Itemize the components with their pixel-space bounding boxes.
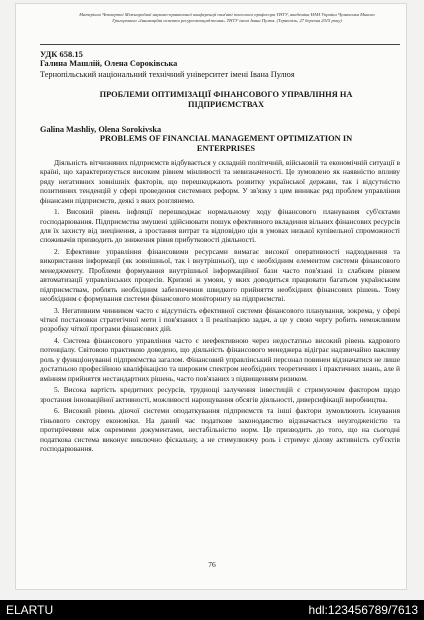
paragraph-3: 3. Негативним чинником часто є відсутність ефективної системи фінансового планування, зокрема, у сфері чіткої постановки стратегічної мети і пов'язаних з її реалізацією задач, а це у свою чергу робить неможливим розробку чіткої програми фінансових дій. (40, 305, 400, 334)
repository-footer-bar (0, 600, 424, 620)
university-affiliation: Тернопільський національний технічний університет імені Івана Пулюя (40, 70, 295, 79)
article-body (40, 158, 400, 456)
authors-english: Galina Mashliy, Olena Sorokivska (40, 125, 162, 134)
repository-name: ELARTU (6, 603, 54, 617)
paragraph-4: 4. Система фінансового управління часто є неефективною через недостатньо високий рівень кадрового потенціалу. Світовою практикою доведено, що діяльність фінансового менеджера відіграє надзвичайно важливу роль у функціонуванні підприємства загалом. Фінансовий управлінський персонал повинен відзначатися не лише достатньою професійною кваліфікацією та широким спектром необхідних теоретичних і практичних знань, але й вмінням прийняття нестандартних рішень, часто пов'язаних з підвищенням ризиком. (40, 336, 400, 383)
paragraph-6: 6. Високий рівень діючої системи оподаткування підприємств та інші фактори зумовлюють існування тіньового сектору економіки. На даний час податкове законодавство відзначається неузгодженістю та протиріччями між окремими документами, нестабільністю норм. Це призводить до того, що на сьогодні податкова система виконує виключно фіскальну, а не стимулюючу роль і стримує ділову активність суб'єктів господарювання. (40, 406, 400, 453)
paragraph-2: 2. Ефективне управління фінансовими ресурсами вимагає високої оперативності надходження та використання інформації (як зовнішньої, так і внутрішньої), що є необхідним елементом системи фінансового менеджменту. Проблеми формування внутрішньої інформаційної бази часто пов'язані із слабким рівнем автоматизації управлінських процесів. Кризові ж умови, у яких доводиться працювати багатьом українським підприємствам, роблять необхідним забезпечення швидкого прийняття необхідних фінансових рішень. Тому необхідним є формування системи фінансового моніторингу на підприємстві. (40, 247, 400, 304)
conference-header: Матеріали Четвертої Міжнародної науково-практичної конференції пам'яті почесного професора ТНТУ, академіка НАН України Чумаченка Миколи Григоровича «Інноваційні аспекти ресурсозаощадження» ТНТУ імені Івана Пулюя. (Тернопіль, 27 березня 2015 року) (79, 12, 375, 24)
handle-identifier: hdl:123456789/7613 (308, 603, 418, 617)
page-number: 76 (208, 560, 216, 569)
title-english: PROBLEMS OF FINANCIAL MANAGEMENT OPTIMIZATION IN ENTERPRISES (99, 134, 353, 153)
udc-code: УДК 658.15 (40, 49, 83, 59)
document-page (16, 4, 406, 589)
header-divider (40, 44, 400, 45)
paragraph-intro: Діяльність вітчизняних підприємств відбувається у складній політичній, військовій та економічній ситуації в країні, що характеризується високим рівнем мінливості та невизначеності. Це зумовлено як наявністю впливу ряду негативних зовнішніх факторів, що перешкоджають розвитку української держави, так і відсутністю позитивних тенденцій у сфері проведення системних реформ. У зв'язку з цим виникає ряд проблем управління фінансами підприємств, деякі з яких розглянемо. (40, 158, 400, 205)
title-ukrainian: ПРОБЛЕМИ ОПТИМІЗАЦІЇ ФІНАНСОВОГО УПРАВЛІННЯ НА ПІДПРИЄМСТВАХ (99, 90, 353, 109)
authors-ukrainian: Галина Машлій, Олена Сороківська (40, 59, 178, 68)
paragraph-5: 5. Висока вартість кредитних ресурсів, труднощі залучення інвестицій є стримуючим фактором щодо зростання інноваційної активності, можливості нарощування обсягів діяльності, диверсифікації виробництва. (40, 385, 400, 404)
paragraph-1: 1. Високий рівень інфляції перешкоджає нормальному ходу фінансового планування суб'єктами господарювання. Підприємства змушені здійснювати пошук ефективного вкладення вільних фінансових ресурсів для їх захисту від знецінення, а зростання витрат та відповідно цін в умовах низької купівельної спроможності споживачів призводить до зниження рівня прибутковості діяльності. (40, 207, 400, 245)
